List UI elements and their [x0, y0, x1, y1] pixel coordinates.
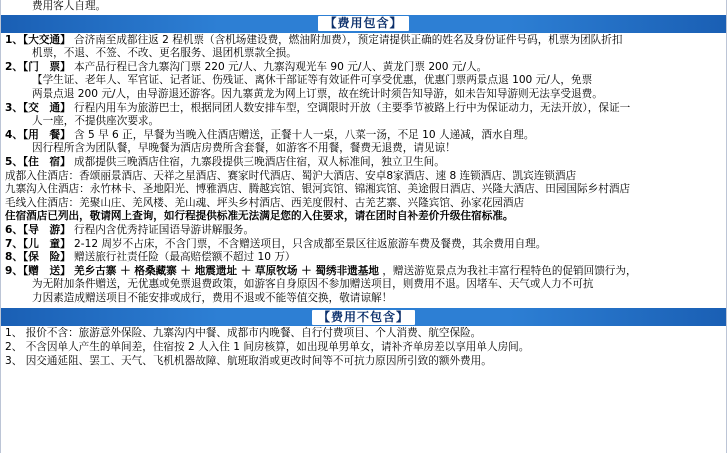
- hotel-item: [1, 156, 726, 170]
- insurance-line-1: 赠送旅行社责任险（最高赔偿额不超过 10 万）: [74, 251, 296, 264]
- tickets-line-3: 两景点退 200 元/人，由导游退还游客。因九寨黄龙为网上订票，故在统计时须告知导游，如未告知导游则无法享受退费。: [32, 87, 603, 100]
- included-section-title: 【费用包含】: [318, 16, 408, 31]
- gift-items: 羌乡古寨 ＋ 格桑藏寨 ＋ 地震遗址 ＋ 草原牧场 ＋ 蜀绣非遗基地: [74, 264, 379, 277]
- insurance-tag: 8、【保 险】: [5, 251, 71, 264]
- gift-tag: 9、【赠 送】: [5, 264, 71, 277]
- hotel-chengdu-list: 成都入住酒店：香颂丽景酒店、天祥之星酒店、赛家时代酒店、蜀沪大酒店、安卓8家酒店、速 8 连锁酒店、凯宾连锁酒店: [5, 169, 577, 182]
- guide-item: [1, 224, 726, 238]
- traffic-tag: 1、【大交通】: [5, 33, 71, 46]
- tickets-line-1: 本产品行程已含九寨沟门票 220 元/人、九寨沟观光车 90 元/人、黄龙门票 200 元/人。: [74, 60, 488, 73]
- excluded-section-header: [1, 308, 726, 326]
- hotel-jiuzhai-list: 九寨沟入住酒店：永竹林卡、圣地阳光、博雅酒店、腾越宾馆、银河宾馆、锦湘宾馆、美途假日酒店、兴隆大酒店、田园国际乡村酒店: [5, 183, 631, 196]
- traffic-item: [1, 34, 726, 48]
- meals-tag: 4、【用 餐】: [5, 128, 71, 141]
- gift-line-3: 力因素造成赠送项目不能安排或成行，费用不退或不能等值交换，敬请谅解！: [32, 291, 393, 304]
- hotel-notice: 住宿酒店已列出，敬请网上查询，如行程提供标准无法满足您的入住要求，请在团时自补差价升级住宿标准。: [5, 210, 514, 223]
- meals-item: [1, 129, 726, 143]
- guide-tag: 6、【导 游】: [5, 223, 71, 236]
- tickets-line-2: 【学生证、老年人、军官证、记者证、伤残证、离休干部证等有效证件可享受优惠，优惠门票两景点退 100 元/人，免票: [32, 74, 593, 87]
- child-tag: 7、【儿 童】: [5, 237, 71, 250]
- gift-line-2: 为无附加条件赠送，无优惠或免票退费政策，如游客自身原因不参加赠送项目，则费用不退。因堵车、天气或人力不可抗: [32, 278, 594, 291]
- insurance-item: [1, 251, 726, 265]
- child-item: [1, 238, 726, 252]
- meals-line-1: 含 5 早 6 正，早餐为当晚入住酒店赠送，正餐十人一桌，八菜一汤，不足 10 人递减，酒水自理。: [74, 128, 535, 141]
- tickets-item: [1, 61, 726, 75]
- child-line-1: 2-12 周岁不占床，不含门票，不含赠送项目，只含成都至景区往返旅游车费及餐费，其余费用自理。: [74, 237, 547, 250]
- included-section-header: [1, 15, 726, 33]
- traffic-line-1: 合济南至成都往返 2 程机票（含机场建设费，燃油附加费），预定请提供正确的姓名及身份证件号码，机票为团队折扣: [74, 33, 623, 46]
- transport-line-1: 行程内用车为旅游巴士，根据同团人数安排车型，空调限时开放（主要季节被路上行中为保证动力，无法开放），保证一: [74, 101, 631, 114]
- gift-item: [1, 265, 726, 279]
- tickets-tag: 2、【门 票】: [5, 60, 71, 73]
- excluded-section-title: 【费用不包含】: [312, 310, 415, 325]
- hotel-tag: 5、【住 宿】: [5, 155, 71, 168]
- excluded-item-3: 3、 因交通延阻、罢工、天气、飞机机器故障、航班取消或更改时间等不可抗力原因所引致的额外费用。: [5, 354, 492, 367]
- previous-item-tail: 费用客人自理。: [32, 0, 107, 12]
- excluded-item-1: 1、 报价不含：旅游意外保险、九寨沟内中餐、成都市内晚餐、自行付费项目、个人消费、航空保险。: [5, 327, 482, 340]
- transport-tag: 3、【交 通】: [5, 101, 71, 114]
- hotel-maoxian-list: 毛线入住酒店：羌聚山庄、羌风楼、羌山魂、坪头乡村酒店、西羌度假村、古羌艺寨、兴隆宾馆、孙家花园酒店: [5, 196, 525, 209]
- transport-line-2: 人一座，不提供座次要求。: [32, 115, 160, 128]
- meals-line-2: 因行程所含为团队餐，早晚餐为酒店房费所含套餐，如游客不用餐，餐费无退费，请见谅！: [32, 142, 456, 155]
- traffic-line-2: 机票，不退、不签、不改、更名服务、退团机票款全损。: [32, 47, 297, 60]
- hotel-line-1: 成都提供三晚酒店住宿，九寨段提供三晚酒店住宿，双人标准间，独立卫生间。: [74, 155, 445, 168]
- transport-item: [1, 102, 726, 116]
- excluded-item-2: 2、 不含因单人产生的单间差，住宿按 2 人入住 1 间房核算，如出现单男单女，请补齐单房差以享用单人房间。: [5, 341, 530, 354]
- guide-line-1: 行程内含优秀持证国语导游讲解服务。: [74, 223, 255, 236]
- gift-line-1: ，赠送游览景点为我社丰富行程特色的促销回馈行为，: [382, 264, 637, 277]
